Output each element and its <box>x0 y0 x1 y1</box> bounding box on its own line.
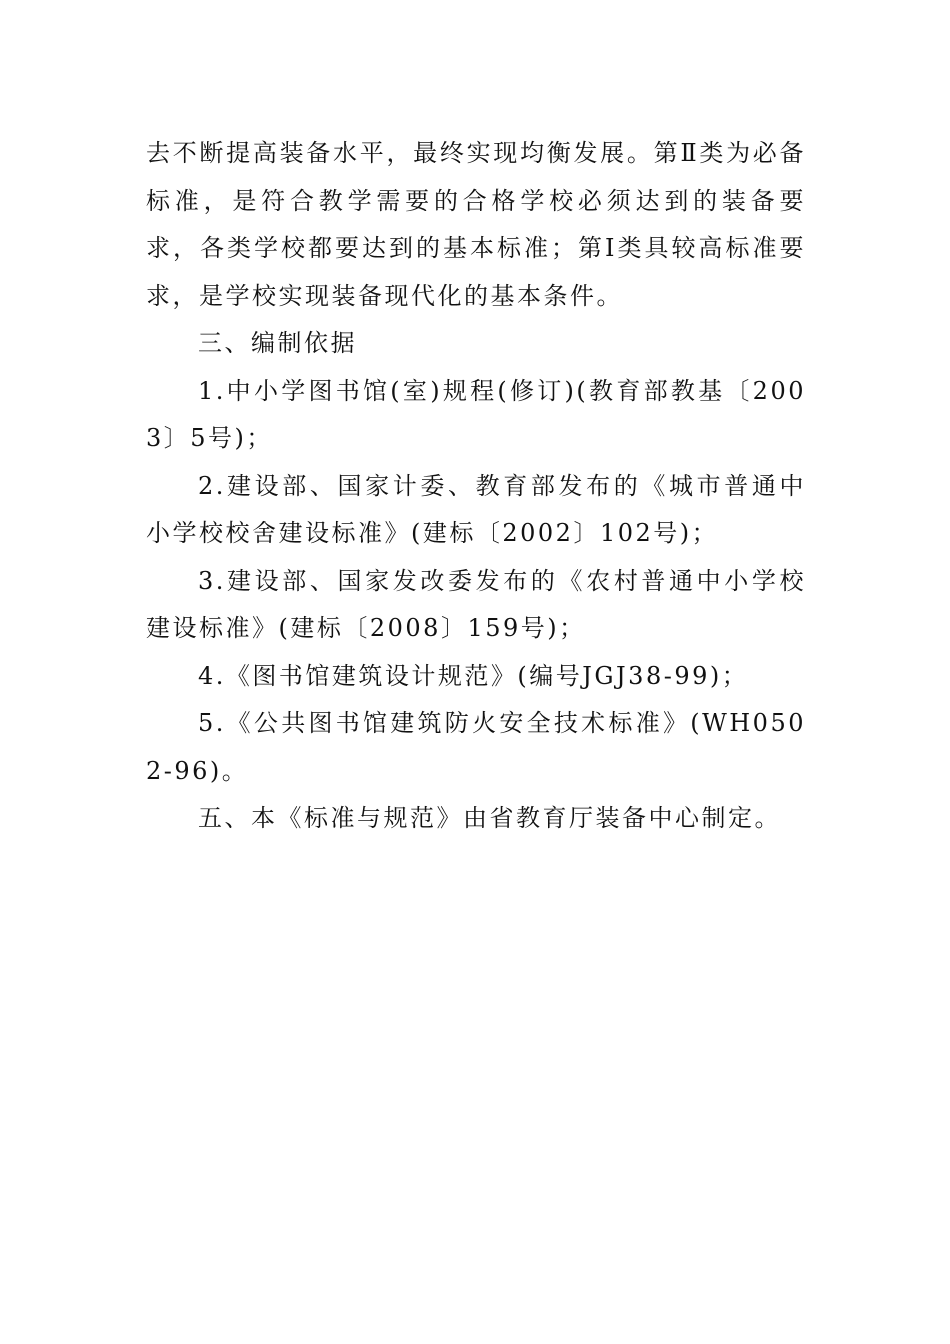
list-item-3: 3.建设部、国家发改委发布的《农村普通中小学校建设标准》(建标〔2008〕159号)； <box>146 566 806 642</box>
list-item-5: 5.《公共图书馆建筑防火安全技术标准》(WH0502-96)。 <box>146 709 806 785</box>
document-body <box>146 130 806 843</box>
list-item-2: 2.建设部、国家计委、教育部发布的《城市普通中小学校校舍建设标准》(建标〔2002〕102号)； <box>146 471 806 547</box>
paragraph-continuation: 去不断提高装备水平，最终实现均衡发展。第Ⅱ类为必备标准，是符合教学需要的合格学校必须达到的装备要求，各类学校都要达到的基本标准；第Ⅰ类具较高标准要求，是学校实现装备现代化的基本条件。 <box>146 139 806 310</box>
list-item-4: 4.《图书馆建筑设计规范》(编号JGJ38-99)； <box>198 661 749 690</box>
section-heading-author: 五、本《标准与规范》由省教育厅装备中心制定。 <box>198 804 781 832</box>
list-item-1: 1.中小学图书馆(室)规程(修订)(教育部教基〔2003〕5号)； <box>146 376 806 452</box>
section-heading-basis: 三、编制依据 <box>198 329 357 357</box>
